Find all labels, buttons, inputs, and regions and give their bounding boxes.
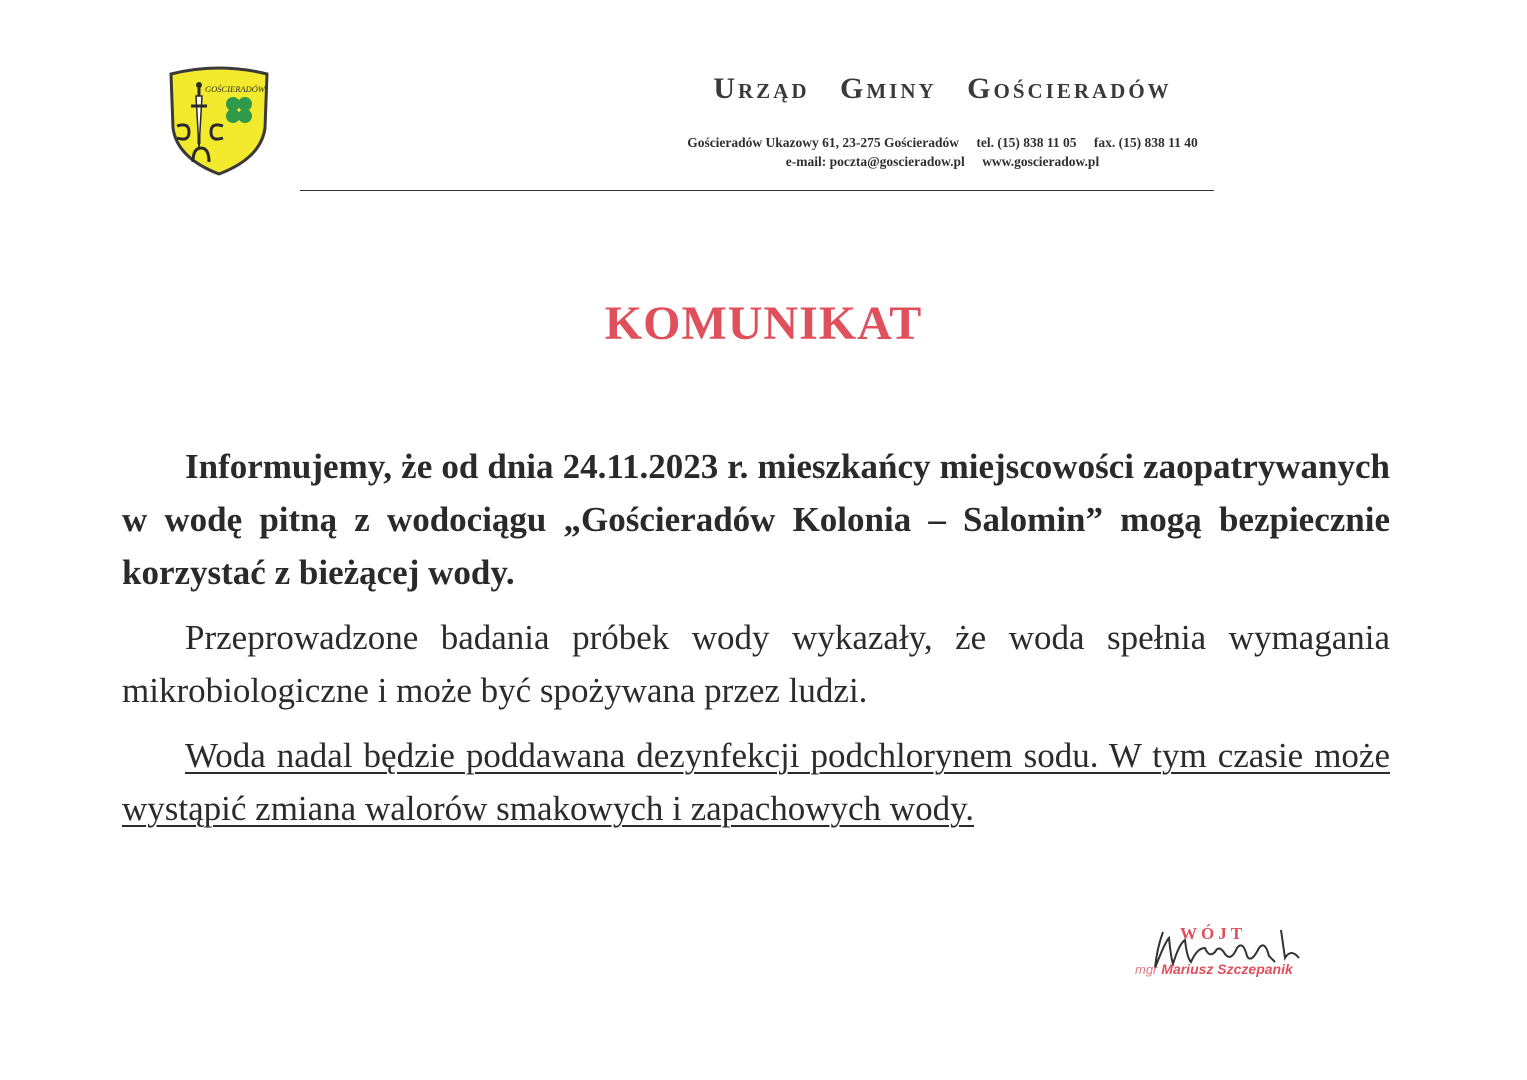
signature-role: WÓJT bbox=[1180, 924, 1247, 943]
coat-of-arms-logo bbox=[165, 66, 273, 176]
signature-full-name: Mariusz Szczepanik bbox=[1161, 961, 1293, 977]
signature-name bbox=[1135, 961, 1293, 977]
contact-line-1 bbox=[500, 133, 1385, 152]
signature-title-prefix: mgr bbox=[1135, 962, 1158, 977]
postal-address: Gościeradów Ukazowy 61, 23-275 Gościeradów bbox=[687, 135, 960, 150]
office-name-heading bbox=[300, 72, 1385, 106]
svg-text:GOŚCIERADÓW: GOŚCIERADÓW bbox=[205, 84, 265, 94]
heading-word: Gminy bbox=[839, 72, 937, 105]
office-contact-block bbox=[300, 133, 1385, 171]
heading-word: Gościeradów bbox=[967, 72, 1172, 105]
heading-word: Urząd bbox=[713, 72, 810, 105]
signature-block bbox=[1135, 918, 1325, 988]
paragraph-disinfection-notice: Woda nadal będzie poddawana dezynfekcji podchlorynem sodu. W tym czasie może wystąpić zmiana walorów smakowych i zapachowych wody. bbox=[122, 736, 1390, 828]
coat-of-arms-icon bbox=[165, 66, 273, 176]
email-address: e-mail: poczta@goscieradow.pl bbox=[785, 154, 965, 169]
paragraph-test-results: Przeprowadzone badania próbek wody wykazały, że woda spełnia wymagania mikrobiologiczne i może być spożywana przez ludzi. bbox=[122, 618, 1390, 710]
website-link: www.goscieradow.pl bbox=[982, 154, 1100, 169]
contact-line-2 bbox=[500, 152, 1385, 171]
document-body bbox=[122, 440, 1390, 847]
header-divider bbox=[300, 190, 1214, 191]
document-title: KOMUNIKAT bbox=[604, 297, 923, 350]
paragraph-announcement: Informujemy, że od dnia 24.11.2023 r. mieszkańcy miejscowości zaopatrywanych w wodę pitną z wodociągu „Gościeradów Kolonia – Salomin” mogą bezpiecznie korzystać z bieżącej wody. bbox=[122, 447, 1390, 592]
fax: fax. (15) 838 11 40 bbox=[1093, 135, 1198, 150]
telephone: tel. (15) 838 11 05 bbox=[976, 135, 1077, 150]
